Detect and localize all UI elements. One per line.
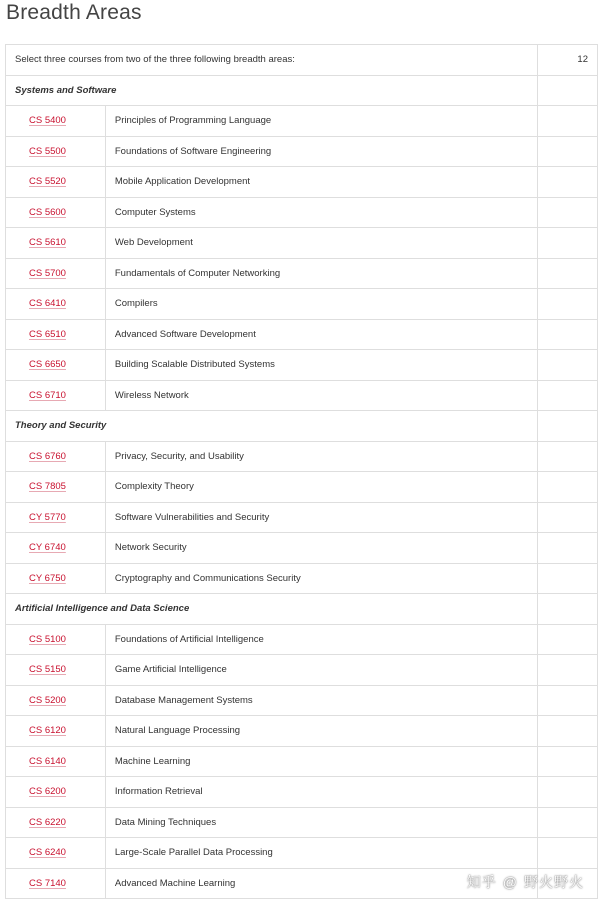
course-code-link[interactable]: CS 6200	[29, 786, 66, 798]
course-row	[6, 472, 598, 503]
course-code-link[interactable]: CS 6410	[29, 298, 66, 310]
course-code-link[interactable]: CS 7140	[29, 877, 66, 889]
section-header-row	[6, 594, 598, 625]
course-title: Computer Systems	[105, 197, 537, 228]
credit-hours: 12	[538, 45, 598, 76]
course-row	[6, 441, 598, 472]
course-code-cell	[6, 868, 106, 899]
empty-cell	[538, 838, 598, 869]
course-title: Privacy, Security, and Usability	[105, 441, 537, 472]
course-code-cell	[6, 807, 106, 838]
course-code-cell	[6, 746, 106, 777]
course-row	[6, 624, 598, 655]
course-code-cell	[6, 289, 106, 320]
course-row	[6, 167, 598, 198]
course-title: Wireless Network	[105, 380, 537, 411]
empty-cell	[538, 106, 598, 137]
empty-cell	[538, 258, 598, 289]
breadth-areas-table	[5, 44, 598, 899]
course-code-cell	[6, 228, 106, 259]
empty-cell	[538, 716, 598, 747]
course-code-link[interactable]: CS 5600	[29, 206, 66, 218]
empty-cell	[538, 533, 598, 564]
course-code-link[interactable]: CS 6710	[29, 389, 66, 401]
empty-cell	[538, 655, 598, 686]
course-code-cell	[6, 258, 106, 289]
course-row	[6, 746, 598, 777]
course-code-link[interactable]: CY 5770	[29, 511, 66, 523]
course-code-link[interactable]: CS 6220	[29, 816, 66, 828]
empty-cell	[538, 624, 598, 655]
course-code-cell	[6, 350, 106, 381]
course-row	[6, 655, 598, 686]
empty-cell	[538, 777, 598, 808]
course-code-cell	[6, 197, 106, 228]
course-title: Complexity Theory	[105, 472, 537, 503]
course-title: Network Security	[105, 533, 537, 564]
course-row	[6, 380, 598, 411]
section-name: Artificial Intelligence and Data Science	[6, 594, 538, 625]
course-title: Information Retrieval	[105, 777, 537, 808]
course-title: Fundamentals of Computer Networking	[105, 258, 537, 289]
course-code-link[interactable]: CS 7805	[29, 481, 66, 493]
course-row	[6, 777, 598, 808]
course-title: Game Artificial Intelligence	[105, 655, 537, 686]
empty-cell	[538, 441, 598, 472]
course-code-link[interactable]: CS 5400	[29, 115, 66, 127]
intro-text: Select three courses from two of the three following breadth areas:	[6, 45, 538, 76]
course-code-cell	[6, 533, 106, 564]
empty-cell	[538, 75, 598, 106]
course-code-link[interactable]: CS 5200	[29, 694, 66, 706]
course-row	[6, 106, 598, 137]
course-row	[6, 685, 598, 716]
course-code-link[interactable]: CS 5150	[29, 664, 66, 676]
course-code-cell	[6, 685, 106, 716]
section-header-row	[6, 411, 598, 442]
course-code-cell	[6, 838, 106, 869]
watermark-site: 知乎	[466, 874, 497, 890]
course-title: Foundations of Software Engineering	[105, 136, 537, 167]
course-code-cell	[6, 106, 106, 137]
course-row	[6, 350, 598, 381]
section-name: Systems and Software	[6, 75, 538, 106]
course-title: Large-Scale Parallel Data Processing	[105, 838, 537, 869]
course-row	[6, 197, 598, 228]
empty-cell	[538, 350, 598, 381]
watermark	[467, 872, 584, 892]
intro-row	[6, 45, 598, 76]
course-title: Mobile Application Development	[105, 167, 537, 198]
course-title: Advanced Machine Learning	[105, 868, 537, 899]
empty-cell	[538, 380, 598, 411]
empty-cell	[538, 289, 598, 320]
course-title: Natural Language Processing	[105, 716, 537, 747]
course-title: Database Management Systems	[105, 685, 537, 716]
empty-cell	[538, 563, 598, 594]
empty-cell	[538, 594, 598, 625]
course-code-cell	[6, 655, 106, 686]
empty-cell	[538, 472, 598, 503]
course-row	[6, 807, 598, 838]
course-row	[6, 136, 598, 167]
course-row	[6, 319, 598, 350]
empty-cell	[538, 167, 598, 198]
course-title: Web Development	[105, 228, 537, 259]
course-title: Data Mining Techniques	[105, 807, 537, 838]
course-code-cell	[6, 472, 106, 503]
course-code-link[interactable]: CS 6240	[29, 847, 66, 859]
course-code-cell	[6, 777, 106, 808]
course-code-link[interactable]: CS 5610	[29, 237, 66, 249]
at-icon: @	[502, 874, 518, 890]
course-code-cell	[6, 563, 106, 594]
watermark-author: 野火野火	[524, 874, 584, 890]
course-code-cell	[6, 716, 106, 747]
course-code-link[interactable]: CS 6760	[29, 450, 66, 462]
section-header-row	[6, 75, 598, 106]
course-code-link[interactable]: CS 6510	[29, 328, 66, 340]
course-title: Principles of Programming Language	[105, 106, 537, 137]
course-row	[6, 533, 598, 564]
empty-cell	[538, 136, 598, 167]
table-body	[6, 45, 598, 899]
course-title: Compilers	[105, 289, 537, 320]
course-code-link[interactable]: CS 5700	[29, 267, 66, 279]
course-title: Cryptography and Communications Security	[105, 563, 537, 594]
course-code-link[interactable]: CS 6120	[29, 725, 66, 737]
course-row	[6, 228, 598, 259]
course-code-link[interactable]: CS 6140	[29, 755, 66, 767]
course-row	[6, 563, 598, 594]
empty-cell	[538, 502, 598, 533]
course-code-cell	[6, 502, 106, 533]
empty-cell	[538, 228, 598, 259]
course-row	[6, 838, 598, 869]
course-code-link[interactable]: CS 5520	[29, 176, 66, 188]
empty-cell	[538, 685, 598, 716]
course-code-link[interactable]: CY 6740	[29, 542, 66, 554]
section-name: Theory and Security	[6, 411, 538, 442]
course-code-cell	[6, 380, 106, 411]
course-code-link[interactable]: CS 5500	[29, 145, 66, 157]
course-row	[6, 289, 598, 320]
empty-cell	[538, 807, 598, 838]
course-title: Building Scalable Distributed Systems	[105, 350, 537, 381]
page-title: Breadth Areas	[6, 1, 142, 24]
course-title: Advanced Software Development	[105, 319, 537, 350]
course-row	[6, 502, 598, 533]
empty-cell	[538, 411, 598, 442]
course-code-link[interactable]: CS 5100	[29, 633, 66, 645]
course-code-cell	[6, 624, 106, 655]
empty-cell	[538, 319, 598, 350]
course-code-cell	[6, 167, 106, 198]
course-code-link[interactable]: CS 6650	[29, 359, 66, 371]
course-row	[6, 258, 598, 289]
course-code-cell	[6, 441, 106, 472]
course-code-cell	[6, 319, 106, 350]
course-title: Machine Learning	[105, 746, 537, 777]
course-title: Software Vulnerabilities and Security	[105, 502, 537, 533]
empty-cell	[538, 746, 598, 777]
course-code-link[interactable]: CY 6750	[29, 572, 66, 584]
course-row	[6, 716, 598, 747]
empty-cell	[538, 197, 598, 228]
course-title: Foundations of Artificial Intelligence	[105, 624, 537, 655]
course-code-cell	[6, 136, 106, 167]
